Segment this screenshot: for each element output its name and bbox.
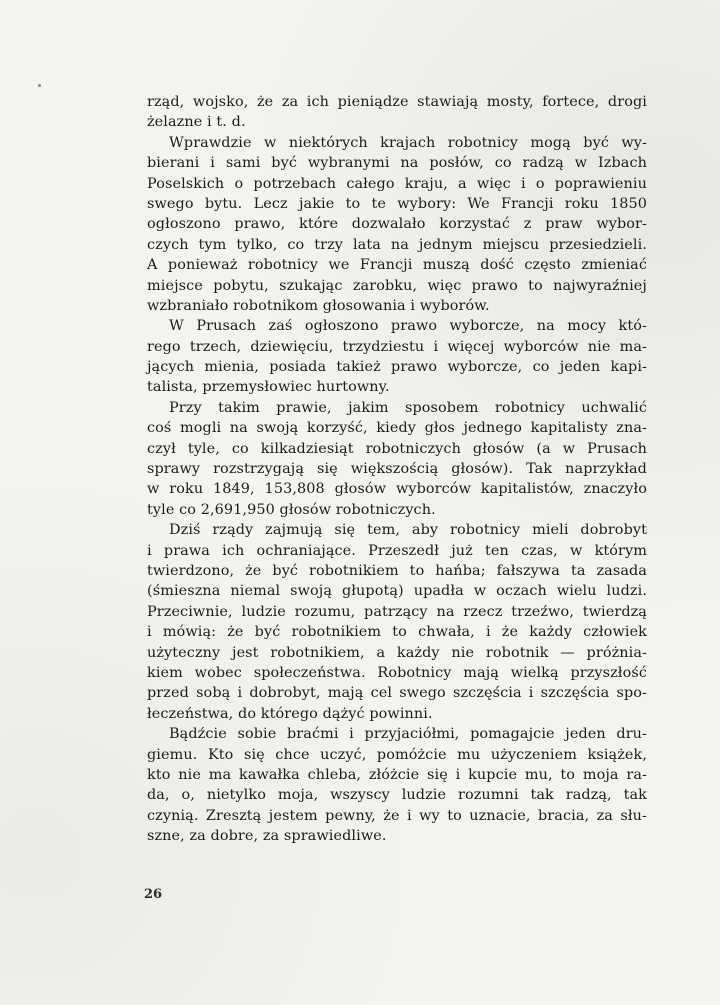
- text-line: kto nie ma kawałka chleba, złóżcie się i kupcie mu, to moja ra-: [147, 766, 647, 783]
- text-line: czynią. Zresztą jestem pewny, że i wy to uznacie, bracia, za słu-: [147, 807, 647, 824]
- text-line: Przy takim prawie, jakim sposobem robotnicy uchwalić: [169, 399, 647, 416]
- text-line: żelazne i t. d.: [147, 114, 246, 131]
- text-line: swego bytu. Lecz jakie to te wybory: We Francji roku 1850: [147, 195, 647, 212]
- page-number: 26: [144, 887, 163, 902]
- text-line: twierdzono, że być robotnikiem to hańba; fałszywa ta zasada: [147, 562, 647, 579]
- text-line: i prawa ich ochraniające. Przeszedł już ten czas, w którym: [147, 542, 647, 559]
- text-line: da, o, nietylko moja, wszyscy ludzie rozumni tak radzą, tak: [147, 787, 647, 804]
- text-line: Poselskich o potrzebach całego kraju, a więc i o poprawieniu: [147, 175, 647, 192]
- text-line: talista, przemysłowiec hurtowny.: [147, 379, 390, 396]
- text-line: użyteczny jest robotnikiem, a każdy nie robotnik — próżnia-: [147, 644, 647, 661]
- text-line: wzbraniało robotnikom głosowania i wyborów.: [147, 297, 490, 314]
- text-line: kiem wobec społeczeństwa. Robotnicy mają wielką przyszłość: [147, 664, 647, 681]
- text-line: giemu. Kto się chce uczyć, pomóżcie mu użyczeniem książek,: [147, 746, 647, 763]
- body-text: [147, 92, 647, 846]
- text-line: czył tyle, co kilkadziesiąt robotniczych głosów (a w Prusach: [147, 440, 647, 457]
- text-line: łeczeństwa, do którego dążyć powinni.: [147, 705, 433, 722]
- text-line: W Prusach zaś ogłoszono prawo wyborcze, na mocy któ-: [169, 318, 647, 335]
- text-line: w roku 1849, 153,808 głosów wyborców kapitalistów, znaczyło: [147, 481, 647, 498]
- text-line: A ponieważ robotnicy we Francji muszą dość często zmieniać: [147, 257, 647, 274]
- text-line: (śmieszna niemal swoją głupotą) upadła w oczach wielu ludzi.: [147, 583, 647, 600]
- text-line: rego trzech, dziewięciu, trzydziestu i więcej wyborców nie ma-: [147, 338, 647, 355]
- text-line: coś mogli na swoją korzyść, kiedy głos jednego kapitalisty zna-: [147, 420, 647, 437]
- text-line: tyle co 2,691,950 głosów robotniczych.: [147, 501, 436, 518]
- text-line: Dziś rządy zajmują się tem, aby robotnicy mieli dobrobyt: [169, 522, 647, 539]
- text-line: Wprawdzie w niektórych krajach robotnicy mogą być wy-: [169, 134, 647, 151]
- text-line: bierani i sami być wybranymi na posłów, co radzą w Izbach: [147, 155, 647, 172]
- text-line: Przeciwnie, ludzie rozumu, patrzący na rzecz trzeźwo, twierdzą: [147, 603, 647, 620]
- paper-speck: [38, 84, 41, 87]
- text-line: szne, za dobre, za sprawiedliwe.: [147, 828, 387, 845]
- text-line: sprawy rozstrzygają się większością głosów). Tak naprzykład: [147, 461, 647, 478]
- text-line: jących mienia, posiada takież prawo wyborcze, co jeden kapi-: [147, 359, 647, 376]
- text-line: miejsce pobytu, szukając zarobku, więc prawo to najwyraźniej: [147, 277, 647, 294]
- text-line: przed sobą i dobrobyt, mają cel swego szczęścia i szczęścia spo-: [147, 685, 647, 702]
- text-line: Bądźcie sobie braćmi i przyjaciółmi, pomagajcie jeden dru-: [169, 726, 647, 743]
- text-line: ogłoszono prawo, które dozwalało korzystać z praw wybor-: [147, 216, 647, 233]
- text-line: rząd, wojsko, że za ich pieniądze stawiają mosty, fortece, drogi: [147, 94, 647, 110]
- text-line: i mówią: że być robotnikiem to chwała, i że każdy człowiek: [147, 624, 647, 641]
- text-line: czych tym tylko, co trzy lata na jednym miejscu przesiedzieli.: [147, 236, 647, 253]
